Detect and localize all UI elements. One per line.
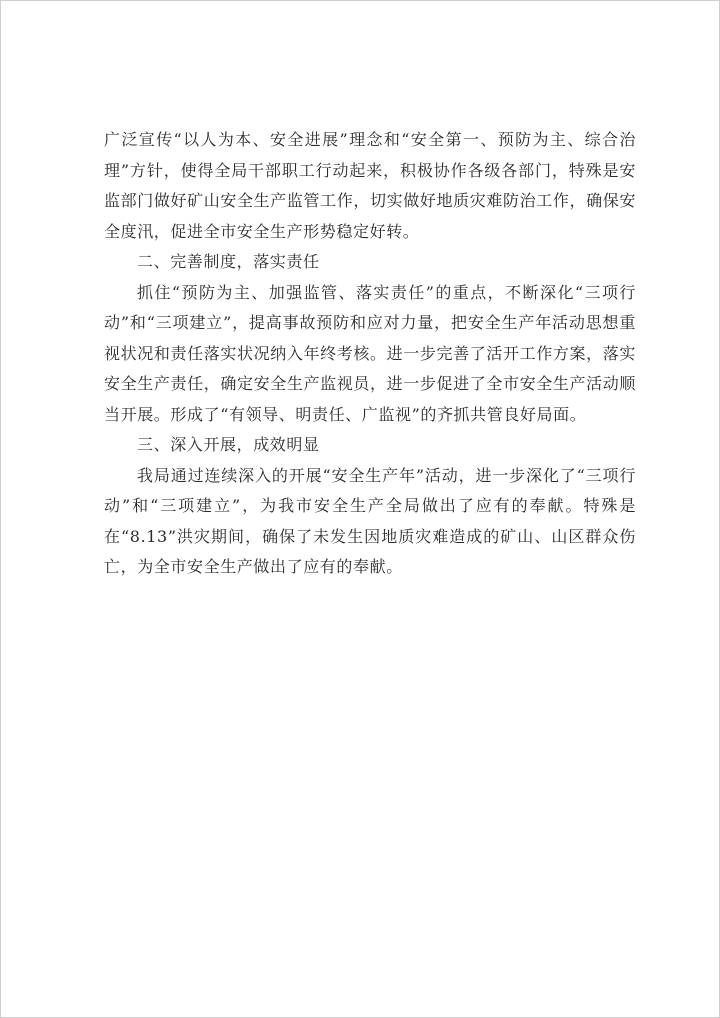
section-heading-3: 三、深入开展，成效明显 xyxy=(137,435,320,454)
paragraph-responsibility: 抓住“预防为主、加强监管、落实责任”的重点，不断深化“三项行动”和“三项建立”，提高事故预防和应对力量，把安全生产年活动思想重视状况和责任落实状况纳入年终考核。进一步完善了活开工作方案，落实安全生产责任，确定安全生产监视员，进一步促进了全市安全生产活动顺当开展。形成了“有领导、明责任、广监视”的齐抓共管良好局面。 xyxy=(104,282,636,424)
paragraph-results: 我局通过连续深入的开展“安全生产年”活动，进一步深化了“三项行动”和“三项建立”，为我市安全生产全局做出了应有的奉献。特殊是在“8.13”洪灾期间，确保了未发生因地质灾难造成的矿山、山区群众伤亡，为全市安全生产做出了应有的奉献。 xyxy=(104,465,636,576)
section-heading-2: 二、完善制度，落实责任 xyxy=(137,252,320,271)
paragraph-publicity: 广泛宣传“以人为本、安全进展”理念和“安全第一、预防为主、综合治理”方针，使得全局干部职工行动起来，积极协作各级各部门，特殊是安监部门做好矿山安全生产监管工作，切实做好地质灾难防治工作，确保安全度汛，促进全市安全生产形势稳定好转。 xyxy=(104,130,636,241)
document-body xyxy=(104,125,636,583)
